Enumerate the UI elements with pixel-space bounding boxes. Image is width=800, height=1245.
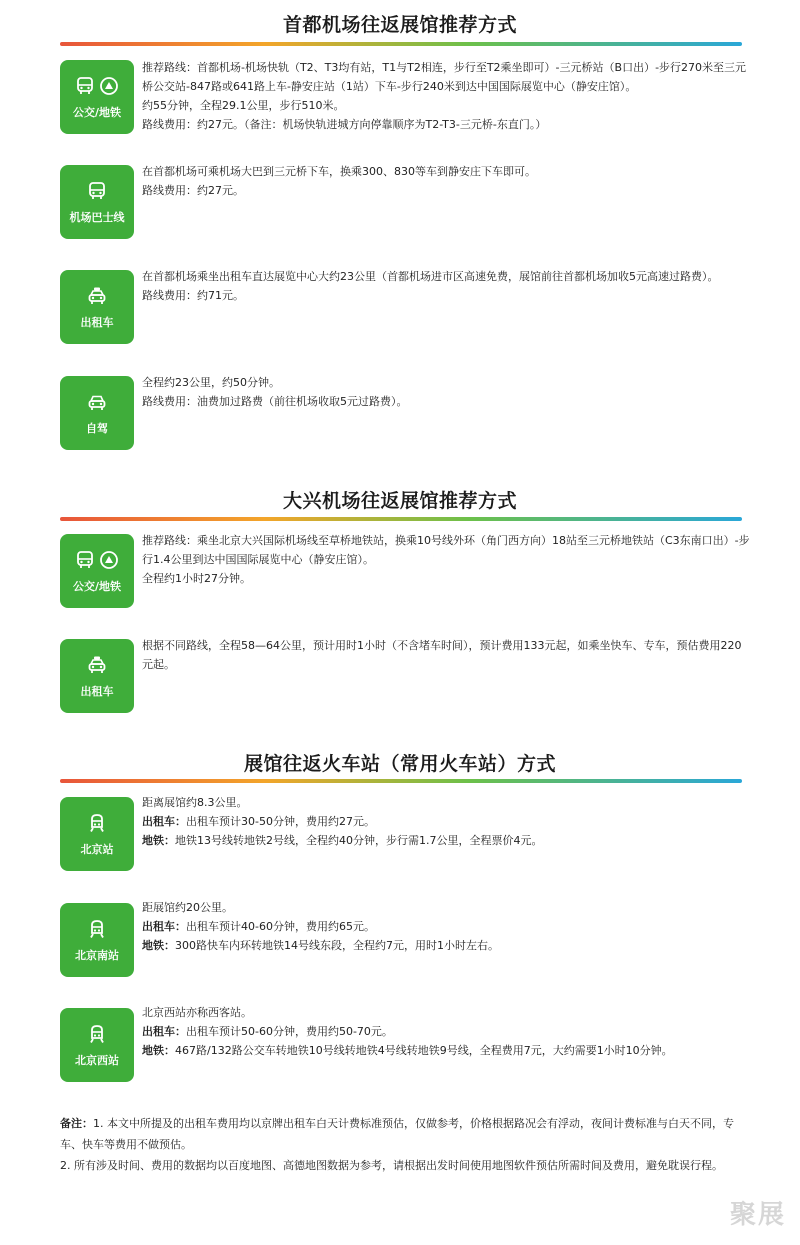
text-line: 距离展馆约8.3公里。 — [142, 796, 248, 809]
bus-icon — [87, 181, 107, 201]
text-line: 北京西站亦称西客站。 — [142, 1006, 252, 1019]
badge-label: 自驾 — [86, 422, 108, 435]
text-line: 路线费用：约27元。 — [142, 184, 244, 197]
text-line: 路线费用：约71元。 — [142, 289, 244, 302]
badge-label: 北京站 — [80, 843, 114, 856]
badge-bus-subway — [60, 60, 134, 134]
badge-label: 北京西站 — [75, 1054, 119, 1067]
section-title-daxing: 大兴机场往返展馆推荐方式 — [282, 490, 517, 512]
watermark-logo: 聚展 — [729, 1200, 786, 1230]
footnotes — [60, 1113, 750, 1176]
badge-label: 出租车 — [80, 685, 114, 698]
text-line: 约55分钟，全程29.1公里，步行510米。 — [142, 99, 345, 112]
text-line: 推荐路线：乘坐北京大兴国际机场线至草桥地铁站，换乘10号线外环（角门西方向）18站至三元桥地铁站（C3东南口出）-步行1.4公里到达中国国际展览中心（静安庄馆）。 — [142, 534, 750, 566]
taxi-label: 出租车： — [142, 920, 186, 933]
badge-airport-bus — [60, 165, 134, 239]
taxi-label: 出租车： — [142, 815, 186, 828]
subway-icon — [99, 550, 119, 570]
metro-detail: 300路快车内环转地铁14号线东段，全程约7元，用时1小时左右。 — [175, 939, 499, 952]
taxi-detail: 出租车预计30-50分钟，费用约27元。 — [186, 815, 375, 828]
subway-icon — [99, 76, 119, 96]
section-title-capital: 首都机场往返展馆推荐方式 — [282, 14, 517, 36]
text-line: 在首都机场可乘机场大巴到三元桥下车，换乘300、830等车到静安庄下车即可。 — [142, 165, 536, 178]
taxi-icon — [87, 655, 107, 675]
notes-label: 备注： — [60, 1117, 93, 1130]
badge-beijing-west-station — [60, 1008, 134, 1082]
capital-airport-bus-text — [142, 162, 752, 200]
text-line — [142, 1041, 752, 1060]
badge-label: 北京南站 — [75, 949, 119, 962]
daxing-bus-subway-text — [142, 531, 752, 588]
taxi-icon — [87, 286, 107, 306]
daxing-taxi-text — [142, 636, 752, 674]
beijing-south-station-text — [142, 898, 752, 955]
beijing-west-station-text — [142, 1003, 752, 1060]
capital-self-drive-text — [142, 373, 752, 411]
text-line — [142, 812, 752, 831]
metro-label: 地铁： — [142, 939, 175, 952]
text-line: 路线费用：油费加过路费（前往机场收取5元过路费）。 — [142, 395, 408, 408]
taxi-detail: 出租车预计40-60分钟，费用约65元。 — [186, 920, 375, 933]
badge-bus-subway — [60, 534, 134, 608]
train-icon — [87, 813, 107, 833]
capital-taxi-text — [142, 267, 752, 305]
badge-beijing-station — [60, 797, 134, 871]
text-line — [142, 831, 752, 850]
badge-label: 出租车 — [80, 316, 114, 329]
badge-self-drive — [60, 376, 134, 450]
text-line — [142, 1022, 752, 1041]
car-icon — [87, 392, 107, 412]
taxi-label: 出租车： — [142, 1025, 186, 1038]
capital-bus-subway-text — [142, 58, 752, 134]
badge-label: 公交/地铁 — [72, 106, 122, 119]
text-line: 根据不同路线，全程58—64公里，预计用时1小时（不含堵车时间），预计费用133元起，如乘坐快车、专车，预估费用220元起。 — [142, 639, 742, 671]
text-line — [142, 917, 752, 936]
gradient-divider — [60, 42, 742, 46]
beijing-station-text — [142, 793, 752, 850]
text-line: 推荐路线：首都机场-机场快轨（T2、T3均有站，T1与T2相连，步行至T2乘坐即可）-三元桥站（B口出）-步行270米至三元桥公交站-847路或641路上车-静安庄站（1站）下车-步行240米到达中国国际展览中心（静安庄馆）。 — [142, 61, 747, 93]
taxi-detail: 出租车预计50-60分钟，费用约50-70元。 — [186, 1025, 393, 1038]
metro-label: 地铁： — [142, 834, 175, 847]
train-icon — [87, 919, 107, 939]
badge-taxi — [60, 270, 134, 344]
text-line: 路线费用：约27元。（备注：机场快轨进城方向停靠顺序为T2-T3-三元桥-东直门。） — [142, 118, 547, 131]
section-title-stations: 展馆往返火车站（常用火车站）方式 — [243, 753, 556, 775]
badge-taxi — [60, 639, 134, 713]
badge-beijing-south-station — [60, 903, 134, 977]
bus-icon — [75, 76, 95, 96]
gradient-divider — [60, 517, 742, 521]
badge-label: 机场巴士线 — [69, 211, 125, 224]
note-2: 2. 所有涉及时间、费用的数据均以百度地图、高德地图数据为参考，请根据出发时间使用地图软件预估所需时间及费用，避免耽误行程。 — [60, 1159, 723, 1172]
text-line: 全程约1小时27分钟。 — [142, 572, 251, 585]
gradient-divider — [60, 779, 742, 783]
text-line: 全程约23公里，约50分钟。 — [142, 376, 280, 389]
metro-label: 地铁： — [142, 1044, 175, 1057]
badge-label: 公交/地铁 — [72, 580, 122, 593]
train-icon — [87, 1024, 107, 1044]
text-line — [142, 936, 752, 955]
text-line: 在首都机场乘坐出租车直达展览中心大约23公里（首都机场进市区高速免费，展馆前往首都机场加收5元高速过路费）。 — [142, 270, 719, 283]
bus-icon — [75, 550, 95, 570]
metro-detail: 地铁13号线转地铁2号线，全程约40分钟，步行需1.7公里，全程票价4元。 — [175, 834, 543, 847]
note-1 — [60, 1113, 750, 1155]
note-1-text: 1. 本文中所提及的出租车费用均以京牌出租车白天计费标准预估，仅做参考，价格根据路况会有浮动，夜间计费标准与白天不同，专车、快车等费用不做预估。 — [60, 1117, 734, 1151]
metro-detail: 467路/132路公交车转地铁10号线转地铁4号线转地铁9号线，全程费用7元，大约需要1小时10分钟。 — [175, 1044, 673, 1057]
text-line: 距展馆约20公里。 — [142, 901, 233, 914]
